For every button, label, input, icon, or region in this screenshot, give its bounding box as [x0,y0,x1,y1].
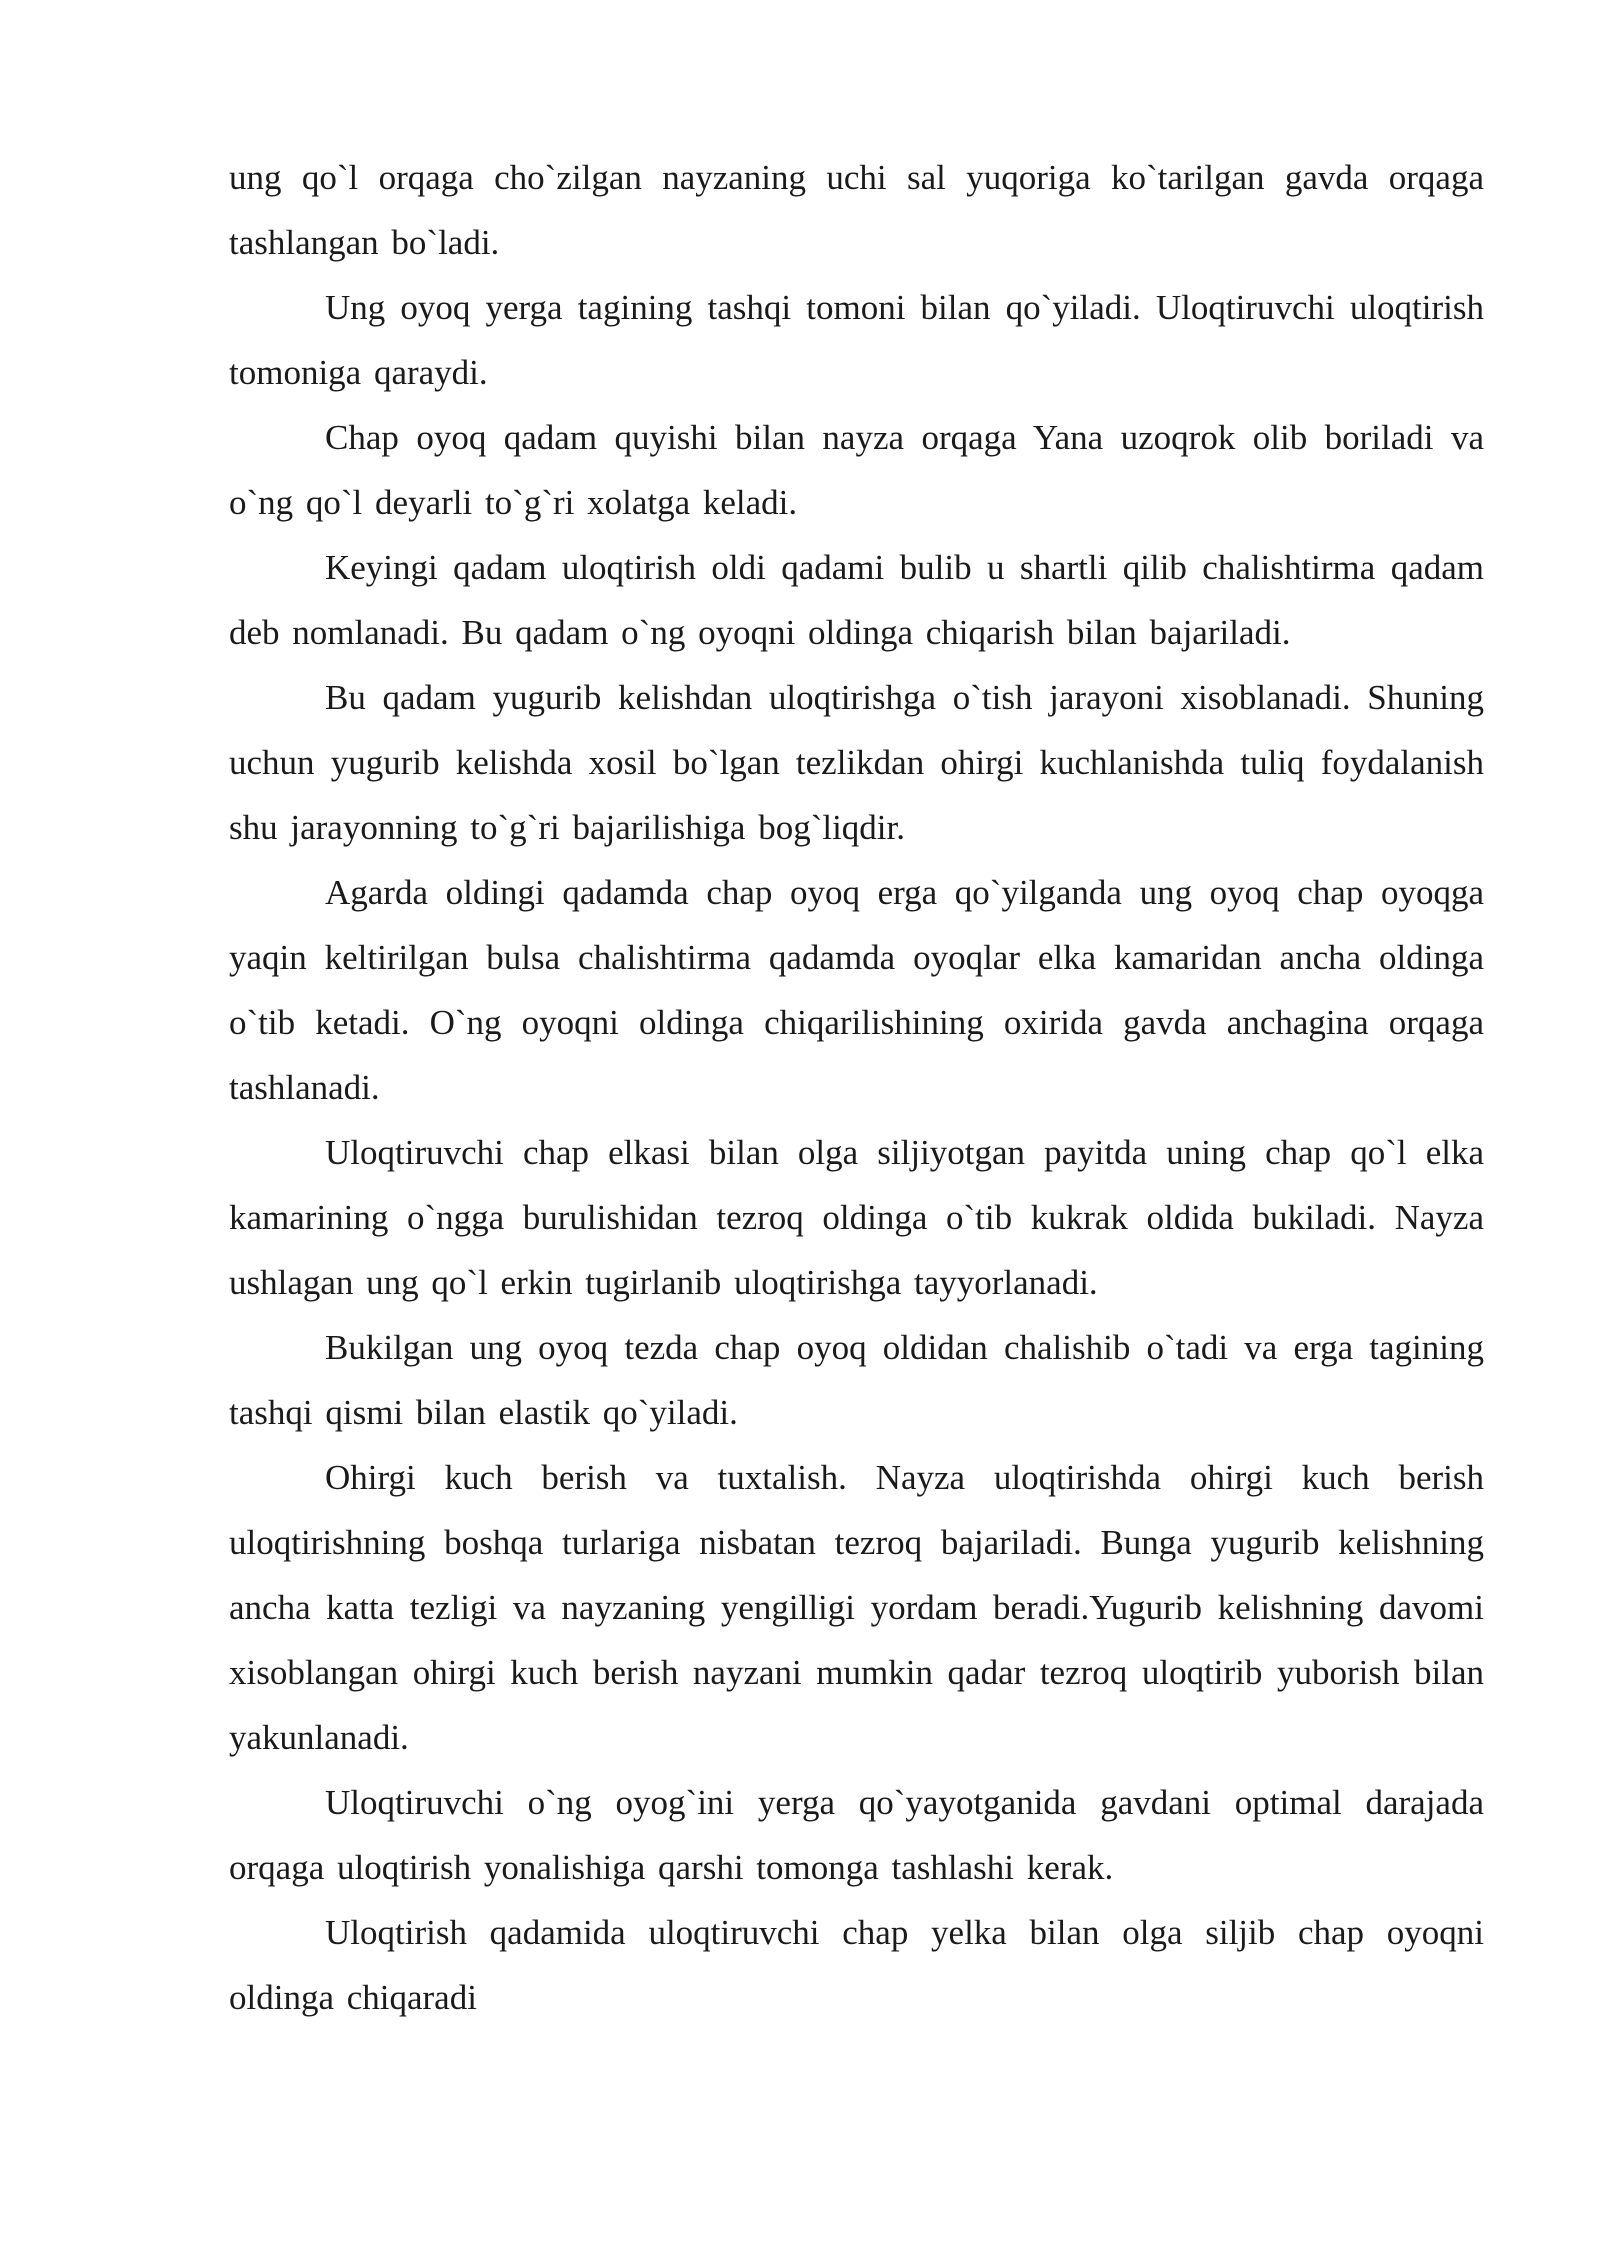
paragraph: Bu qadam yugurib kelishdan uloqtirishga o`tish jarayoni xisoblanadi. Shuning uchun yugurib kelishda xosil bo`lgan tezlikdan ohirgi kuchlanishda tuliq foydalanish shu jarayonning to`g`ri bajarilishiga bog`liqdir. [229,678,1484,847]
paragraph: Ung oyoq yerga tagining tashqi tomoni bilan qo`yiladi. Uloqtiruvchi uloqtirish tomoniga qaraydi. [229,288,1484,392]
paragraph: Uloqtirish qadamida uloqtiruvchi chap yelka bilan olga siljib chap oyoqni oldinga chiqaradi [229,1913,1484,2017]
paragraph: Agarda oldingi qadamda chap oyoq erga qo`yilganda ung oyoq chap oyoqga yaqin keltirilgan bulsa chalishtirma qadamda oyoqlar elka kamaridan ancha oldinga o`tib ketadi. O`ng oyoqni oldinga chiqarilishining oxirida gavda anchagina orqaga tashlanadi. [229,873,1484,1107]
paragraph: Keyingi qadam uloqtirish oldi qadami bulib u shartli qilib chalishtirma qadam deb nomlanadi. Bu qadam o`ng oyoqni oldinga chiqarish bilan bajariladi. [229,548,1484,652]
paragraph: ung qo`l orqaga cho`zilgan nayzaning uchi sal yuqoriga ko`tarilgan gavda orqaga tashlangan bo`ladi. [229,158,1484,262]
paragraph: Bukilgan ung oyoq tezda chap oyoq oldidan chalishib o`tadi va erga tagining tashqi qismi bilan elastik qo`yiladi. [229,1328,1484,1432]
document-body [229,145,1484,2030]
paragraph: Chap oyoq qadam quyishi bilan nayza orqaga Yana uzoqrok olib boriladi va o`ng qo`l deyarli to`g`ri xolatga keladi. [229,418,1484,522]
paragraph: Uloqtiruvchi o`ng oyog`ini yerga qo`yayotganida gavdani optimal darajada orqaga uloqtirish yonalishiga qarshi tomonga tashlashi kerak. [229,1783,1484,1887]
paragraph: Uloqtiruvchi chap elkasi bilan olga siljiyotgan payitda uning chap qo`l elka kamarining o`ngga burulishidan tezroq oldinga o`tib kukrak oldida bukiladi. Nayza ushlagan ung qo`l erkin tugirlanib uloqtirishga tayyorlanadi. [229,1133,1484,1302]
paragraph: Ohirgi kuch berish va tuxtalish. Nayza uloqtirishda ohirgi kuch berish uloqtirishning boshqa turlariga nisbatan tezroq bajariladi. Bunga yugurib kelishning ancha katta tezligi va nayzaning yengilligi yordam beradi.Yugurib kelishning davomi xisoblangan ohirgi kuch berish nayzani mumkin qadar tezroq uloqtirib yuborish bilan yakunlanadi. [229,1458,1484,1757]
